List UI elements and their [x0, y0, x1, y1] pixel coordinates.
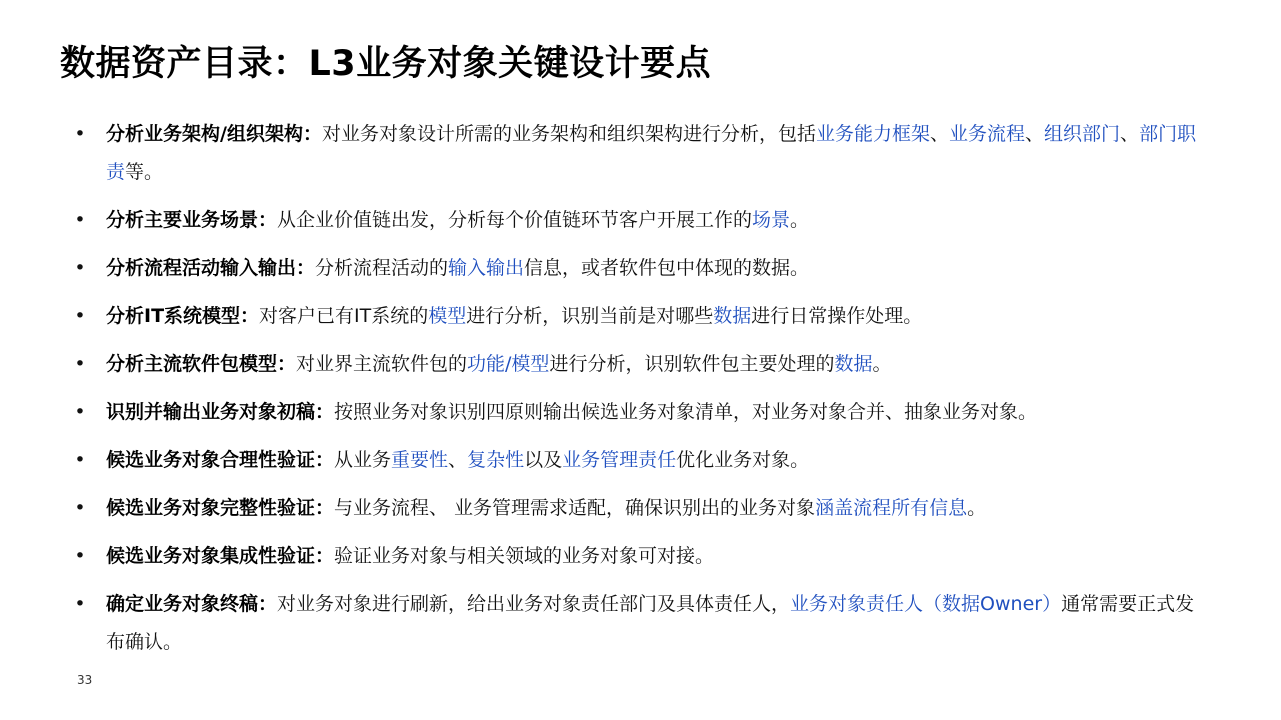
- highlight-text: 数据: [713, 305, 752, 327]
- highlight-text: 业务对象责任人（数据Owner）: [790, 593, 1062, 615]
- bullet-label: 分析流程活动输入输出：: [106, 257, 316, 279]
- bullet-dot-icon: •: [74, 401, 86, 423]
- bullet-label: 分析主流软件包模型：: [106, 353, 297, 375]
- bullet-item: [70, 441, 1210, 479]
- bullet-dot-icon: •: [74, 497, 86, 519]
- highlight-text: 业务能力框架: [815, 123, 930, 145]
- bullet-item: [70, 393, 1210, 431]
- body-text: 优化业务对象。: [676, 449, 810, 471]
- highlight-text: 组织部门: [1044, 123, 1121, 145]
- bullet-dot-icon: •: [74, 305, 86, 327]
- highlight-text: 部门职责: [106, 123, 1197, 183]
- highlight-text: 场景: [752, 209, 791, 231]
- bullet-item: [70, 115, 1210, 191]
- highlight-text: 数据: [834, 353, 873, 375]
- body-text: 从企业价值链出发，分析每个价值链环节客户开展工作的: [277, 209, 753, 231]
- bullet-item: [70, 345, 1210, 383]
- bullet-label: 分析业务架构/组织架构：: [106, 123, 322, 145]
- body-text: 以及: [524, 449, 563, 471]
- bullet-label: 候选业务对象合理性验证：: [106, 449, 335, 471]
- body-text: 对客户已有IT系统的: [259, 305, 429, 327]
- highlight-text: 功能/模型: [467, 353, 550, 375]
- bullet-item: [70, 537, 1210, 575]
- bullet-dot-icon: •: [74, 257, 86, 279]
- body-text: 进行日常操作处理。: [751, 305, 923, 327]
- body-text: 与业务流程、 业务管理需求适配，确保识别出的业务对象: [334, 497, 816, 519]
- body-text: 、: [929, 123, 949, 145]
- body-text: 对业界主流软件包的: [296, 353, 468, 375]
- body-text: 按照业务对象识别四原则输出候选业务对象清单，对业务对象合并、抽象业务对象。: [334, 401, 1038, 423]
- bullet-item: [70, 201, 1210, 239]
- bullet-dot-icon: •: [74, 209, 86, 231]
- body-text: 进行分析，识别当前是对哪些: [466, 305, 714, 327]
- bullet-label: 候选业务对象完整性验证：: [106, 497, 335, 519]
- body-text: 进行分析，识别软件包主要处理的: [549, 353, 835, 375]
- page-number: 33: [77, 673, 93, 687]
- highlight-text: 业务流程: [949, 123, 1026, 145]
- body-text: 对业务对象设计所需的业务架构和组织架构进行分析，包括: [321, 123, 816, 145]
- bullet-dot-icon: •: [74, 123, 86, 145]
- bullet-label: 识别并输出业务对象初稿：: [106, 401, 335, 423]
- bullet-item: [70, 249, 1210, 287]
- bullet-item: [70, 585, 1210, 661]
- body-text: 通常需要正式发布确认。: [106, 593, 1195, 653]
- body-text: 验证业务对象与相关领域的业务对象可对接。: [334, 545, 715, 567]
- bullet-dot-icon: •: [74, 353, 86, 375]
- body-text: 、: [1120, 123, 1140, 145]
- bullet-label: 确定业务对象终稿：: [106, 593, 278, 615]
- bullet-label: 候选业务对象集成性验证：: [106, 545, 335, 567]
- bullet-item: [70, 489, 1210, 527]
- highlight-text: 业务管理责任: [562, 449, 677, 471]
- highlight-text: 模型: [428, 305, 467, 327]
- bullet-item: [70, 297, 1210, 335]
- bullet-dot-icon: •: [74, 545, 86, 567]
- highlight-text: 输入输出: [448, 257, 525, 279]
- bullet-dot-icon: •: [74, 593, 86, 615]
- body-text: 、: [1025, 123, 1045, 145]
- bullet-dot-icon: •: [74, 449, 86, 471]
- body-text: 、: [448, 449, 468, 471]
- highlight-text: 重要性: [391, 449, 449, 471]
- bullet-label: 分析主要业务场景：: [106, 209, 278, 231]
- bullet-label: 分析IT系统模型：: [106, 305, 260, 327]
- body-text: 分析流程活动的: [315, 257, 449, 279]
- slide-title: 数据资产目录：L3业务对象关键设计要点: [60, 44, 712, 84]
- bullet-list: [70, 115, 1210, 671]
- body-text: 。: [872, 353, 892, 375]
- body-text: 。: [967, 497, 987, 519]
- body-text: 等。: [125, 161, 164, 183]
- highlight-text: 复杂性: [467, 449, 525, 471]
- body-text: 对业务对象进行刷新，给出业务对象责任部门及具体责任人，: [277, 593, 791, 615]
- body-text: 从业务: [334, 449, 392, 471]
- body-text: 。: [790, 209, 810, 231]
- body-text: 信息，或者软件包中体现的数据。: [524, 257, 810, 279]
- highlight-text: 涵盖流程所有信息: [815, 497, 968, 519]
